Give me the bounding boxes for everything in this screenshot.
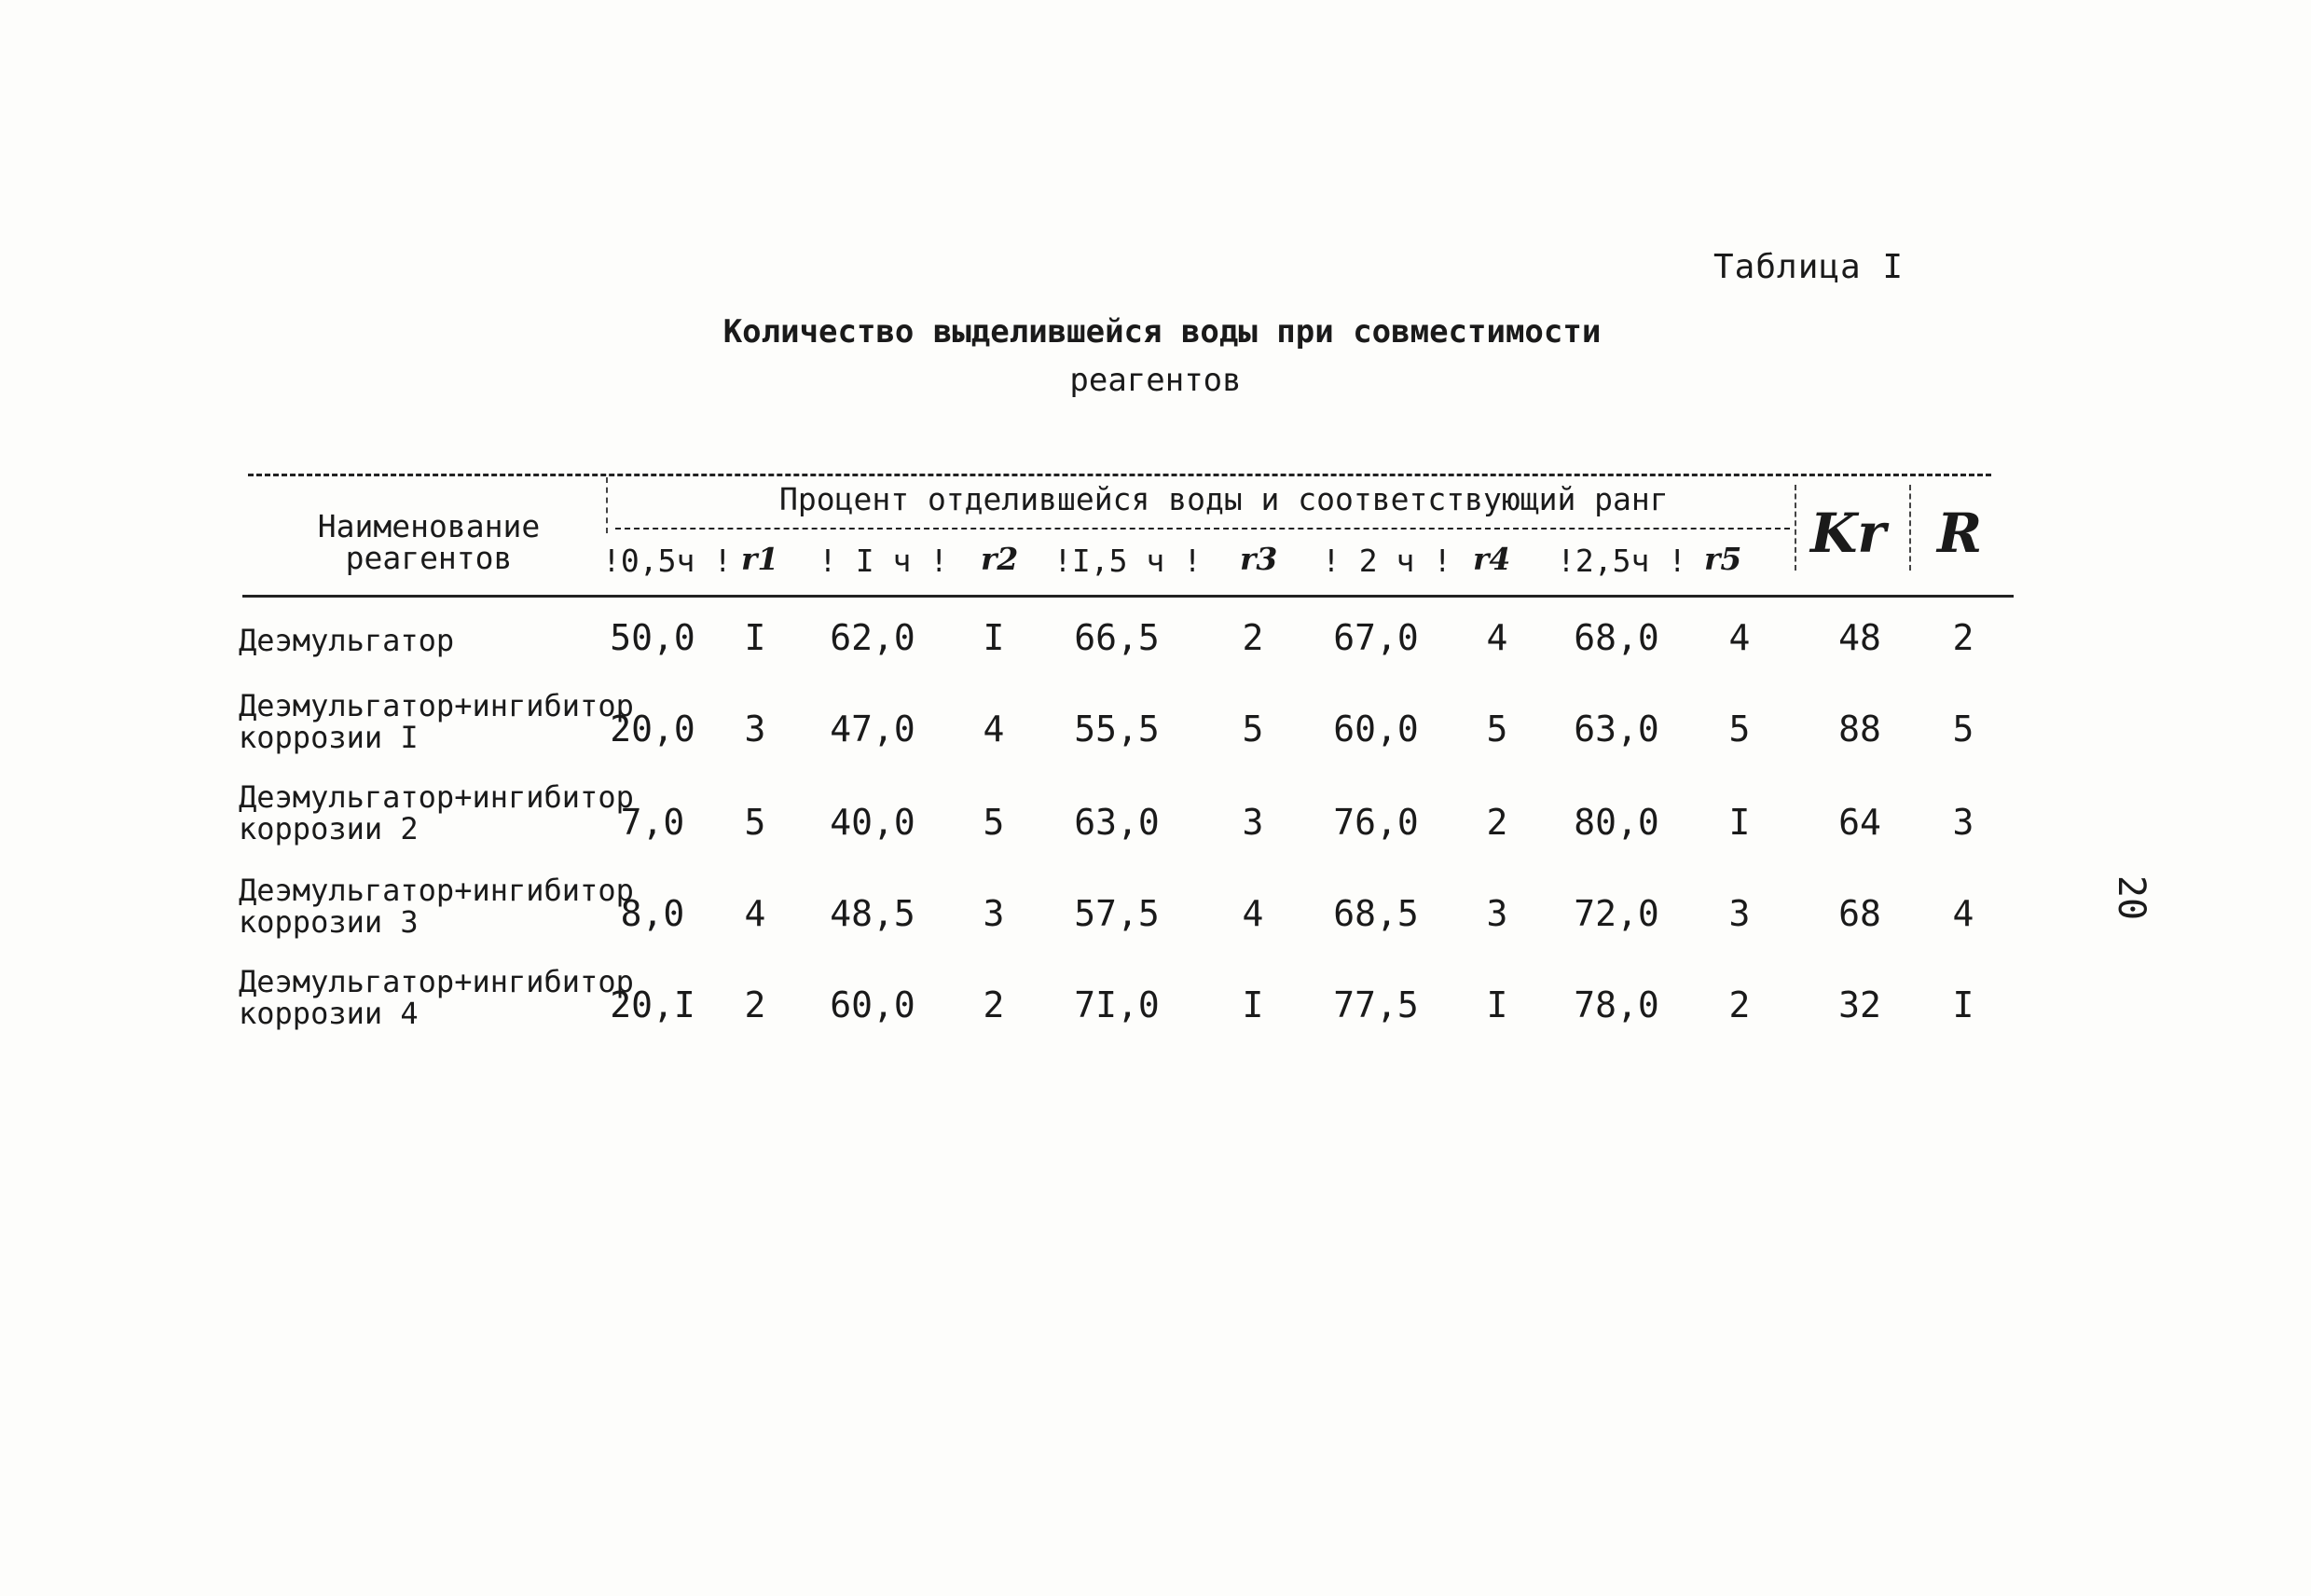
cell: I (1242, 984, 1264, 1025)
table-title (0, 308, 2311, 405)
cell: 77,5 (1333, 984, 1419, 1025)
kr-col-separator-left (1795, 485, 1796, 571)
cell: 4 (744, 893, 766, 934)
header-rank-5: r5 (1704, 541, 1742, 577)
cell: 62,0 (830, 617, 915, 658)
cell: 3 (1486, 893, 1508, 934)
cell: 3 (1242, 802, 1264, 843)
header-time-0: !0,5ч ! (602, 543, 733, 579)
cell: 47,0 (830, 709, 915, 750)
header-group-label: Процент отделившейся воды и соответствующий ранг (779, 481, 1669, 517)
cell: 4 (983, 709, 1005, 750)
cell: 32 (1838, 984, 1881, 1025)
header-bottom-rule (242, 595, 2014, 598)
cell: 68 (1838, 893, 1881, 934)
cell: 57,5 (1074, 893, 1160, 934)
cell: 2 (1952, 617, 1974, 658)
cell: 3 (1728, 893, 1751, 934)
row-name: Деэмульгатор+ингибитор коррозии 4 (239, 964, 634, 1031)
cell: 7,0 (620, 802, 685, 843)
cell: 4 (1952, 893, 1974, 934)
cell: 8,0 (620, 893, 685, 934)
cell: I (1728, 802, 1751, 843)
header-r: R (1937, 502, 1983, 565)
group-sub-rule (615, 528, 1790, 530)
header-time-3: ! 2 ч ! (1322, 543, 1452, 579)
cell: I (744, 617, 766, 658)
header-time-2: !I,5 ч ! (1053, 543, 1202, 579)
row-name: Деэмульгатор+ингибитор коррозии 2 (239, 779, 634, 846)
cell: 7I,0 (1074, 984, 1160, 1025)
cell: 68,0 (1574, 617, 1659, 658)
cell: 5 (744, 802, 766, 843)
cell: I (983, 617, 1005, 658)
cell: 66,5 (1074, 617, 1160, 658)
cell: 68,5 (1333, 893, 1419, 934)
cell: 80,0 (1574, 802, 1659, 843)
kr-col-separator-right (1909, 485, 1911, 571)
cell: I (1486, 984, 1508, 1025)
cell: 5 (1242, 709, 1264, 750)
header-rank-1: r1 (741, 541, 779, 577)
cell: 2 (1242, 617, 1264, 658)
cell: 2 (983, 984, 1005, 1025)
table-label: Таблица I (1713, 248, 1905, 286)
cell: 3 (744, 709, 766, 750)
cell: 55,5 (1074, 709, 1160, 750)
cell: 48,5 (830, 893, 915, 934)
cell: 4 (1728, 617, 1751, 658)
title-line-1: Количество выделившейся воды при совместимости (722, 313, 1602, 351)
header-name-col: Наименование реагентов (317, 508, 541, 576)
page-number: 20 (2110, 874, 2153, 921)
cell: 4 (1242, 893, 1264, 934)
cell: 64 (1838, 802, 1881, 843)
row-name: Деэмульгатор+ингибитор коррозии I (239, 688, 634, 755)
cell: 2 (1486, 802, 1508, 843)
cell: 76,0 (1333, 802, 1419, 843)
header-time-1: ! I ч ! (818, 543, 949, 579)
header-kr: Kr (1810, 502, 1886, 565)
name-col-separator (606, 477, 608, 533)
header-rank-3: r3 (1240, 541, 1278, 577)
title-line-2: реагентов (1069, 362, 1242, 399)
cell: I (1952, 984, 1974, 1025)
cell: 5 (1952, 709, 1974, 750)
table-top-rule (248, 474, 1991, 476)
cell: 5 (1486, 709, 1508, 750)
cell: 3 (1952, 802, 1974, 843)
cell: 67,0 (1333, 617, 1419, 658)
cell: 2 (744, 984, 766, 1025)
cell: 20,0 (610, 709, 695, 750)
cell: 20,I (610, 984, 695, 1025)
header-time-4: !2,5ч ! (1557, 543, 1687, 579)
cell: 5 (1728, 709, 1751, 750)
header-rank-2: r2 (981, 541, 1019, 577)
cell: 63,0 (1574, 709, 1659, 750)
cell: 4 (1486, 617, 1508, 658)
cell: 60,0 (1333, 709, 1419, 750)
cell: 48 (1838, 617, 1881, 658)
cell: 50,0 (610, 617, 695, 658)
cell: 40,0 (830, 802, 915, 843)
cell: 3 (983, 893, 1005, 934)
cell: 63,0 (1074, 802, 1160, 843)
row-name: Деэмульгатор (239, 623, 455, 658)
cell: 72,0 (1574, 893, 1659, 934)
cell: 5 (983, 802, 1005, 843)
cell: 78,0 (1574, 984, 1659, 1025)
row-name: Деэмульгатор+ингибитор коррозии 3 (239, 873, 634, 940)
cell: 2 (1728, 984, 1751, 1025)
cell: 88 (1838, 709, 1881, 750)
cell: 60,0 (830, 984, 915, 1025)
header-rank-4: r4 (1473, 541, 1511, 577)
